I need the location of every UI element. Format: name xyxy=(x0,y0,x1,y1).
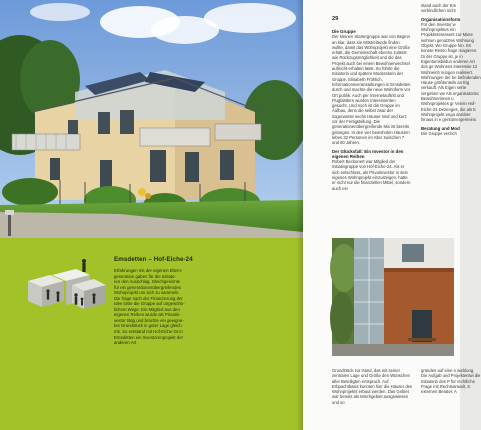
panel-line: generation gaben für die Initiato- xyxy=(114,273,176,279)
right-page xyxy=(303,0,481,430)
facade-photo xyxy=(332,238,454,356)
body-text: stand auch der Em verbindlichen nicht xyxy=(421,3,457,14)
body-text: Für den Investor w Wohnprojektes ein Projektinteressent zur Miete wohnen genutztes Wohnung Objekt. Wo Gruppe fen. Es konnte Resso frage reagieren. Di der Gruppe ist, je in Eigentumsbildun anderen Art des ge Wohnens interessie 12 Wohneinh nungen realisiert. Wohnungen der be befindenden Häuse größtenteils an Eig verkauft. Als Eigen serte vergeben we Als organisatorisc Bewohnerinnen u Wohnprojektes gr Verein Hof-Eiche-24 Dezenges, die als E Wohnprojekt enga darüber hinaus in e gentümergemeins xyxy=(421,21,481,123)
section-heading: Die Gruppe xyxy=(332,29,356,34)
panel-line: Idee löste die Gruppe auf ungewöhn- xyxy=(114,301,185,307)
panel-line: vestor tätig und brachte ein geeigne- xyxy=(114,317,184,323)
panel-title: Emsdetten – Hof-Eiche-24 xyxy=(114,256,193,263)
panel-line: eigenen Reihen wurde als Privatin- xyxy=(114,312,181,318)
text-column-right xyxy=(421,3,481,136)
panel-line: mit. So entstand mit Hof-Eiche-24 in xyxy=(114,329,183,335)
house-photo xyxy=(0,0,303,238)
body-text: Robert Beckonert war Mitglied der Initiativgruppe von Hof-Eiche-24. Als er sich entschloss, als Privatinvestor in sein eigenes Wohnprojekt einzusteigen, hatte er nicht nur die finanziellen Mittel, sondern auch ein xyxy=(332,159,411,191)
panel-line: ren den Ausschlag. Gleichgesinnte xyxy=(114,279,181,285)
panel-line: anderen Art xyxy=(114,340,137,346)
panel-line: für ein generationenübergreifendes xyxy=(114,284,181,290)
page-number: 29 xyxy=(332,16,339,22)
section-heading: Beratung und Mod xyxy=(421,125,460,131)
group-illustration xyxy=(20,255,110,317)
continued-text-left: Grundstück zur Hand, das mit seiner zentralen Lage und Größe den Wünschen aller Beteiligten entsprach. Auf Erbpachtbasis konnten hier die Häuser des Wohnprojekts erbaut werden. Das Gebiet war bereits als Mischgebiet ausgewiesen und so xyxy=(332,368,413,405)
panel-line: tes Grundstück in guter Lage gleich xyxy=(114,323,182,329)
text-column-left xyxy=(332,29,412,191)
panel-line: Emsdetten ein Investorenprojekt der xyxy=(114,334,184,340)
panel-line: Die frage nach der Finanzierung der xyxy=(114,295,183,301)
panel-text xyxy=(114,268,196,346)
section-heading: Organisationsform xyxy=(421,16,461,22)
body-text: Die Gruppe verzich xyxy=(421,130,457,136)
panel-line: Erfahrungen mit der eigenen Eltern- xyxy=(114,268,183,273)
continued-text-right: gründen auf eine n wicklung. Die Aufgab und Projektentwi die Initiatorin des P für rechtliche Frage mit Rechtsanwalt, S externen Berater. A xyxy=(421,368,481,395)
panel-line: Wohnprojekt um sich zu sammeln. xyxy=(114,290,180,296)
section-heading: Der Glücksfall: Ein Investor in den eigenen Reihen xyxy=(332,148,404,159)
panel-line: lichem Wege: Ein Mitglied aus den xyxy=(114,306,180,312)
body-text: Der kleinen Startergruppe war von Beginn an klar, dass sie Mitstreitende finden wollte, damit das Wohnprojekt eine Größe erhält, die Gemeinschaft ebenso zulässt wie Rückzugsmöglichkeit und die das Projekt auch bei einem Bewohnerwechsel aufrecht-erhalten lässt. So führte die Initiatorin und spätere Moderatorin der Gruppe, Elisabeth Fröhlich, Informationsveranstaltungen in Emsdetten durch und machte die neue Wohnform vor Ort publik. Auch per Internetauftritt und Flugblättern wurden Interessenten gesucht. Und noch ist die Gruppe im Aufbau, denn die selbst zwar der sogenannte sechs Häuser sind und kurz vor der Fertigstellung. Die generationenübergreifende Mix ist bereits gelungen. In den vier bewohnten Häusern leben 32 Personen im Alter zwischen 7 und 80 Jahren. xyxy=(332,34,411,146)
